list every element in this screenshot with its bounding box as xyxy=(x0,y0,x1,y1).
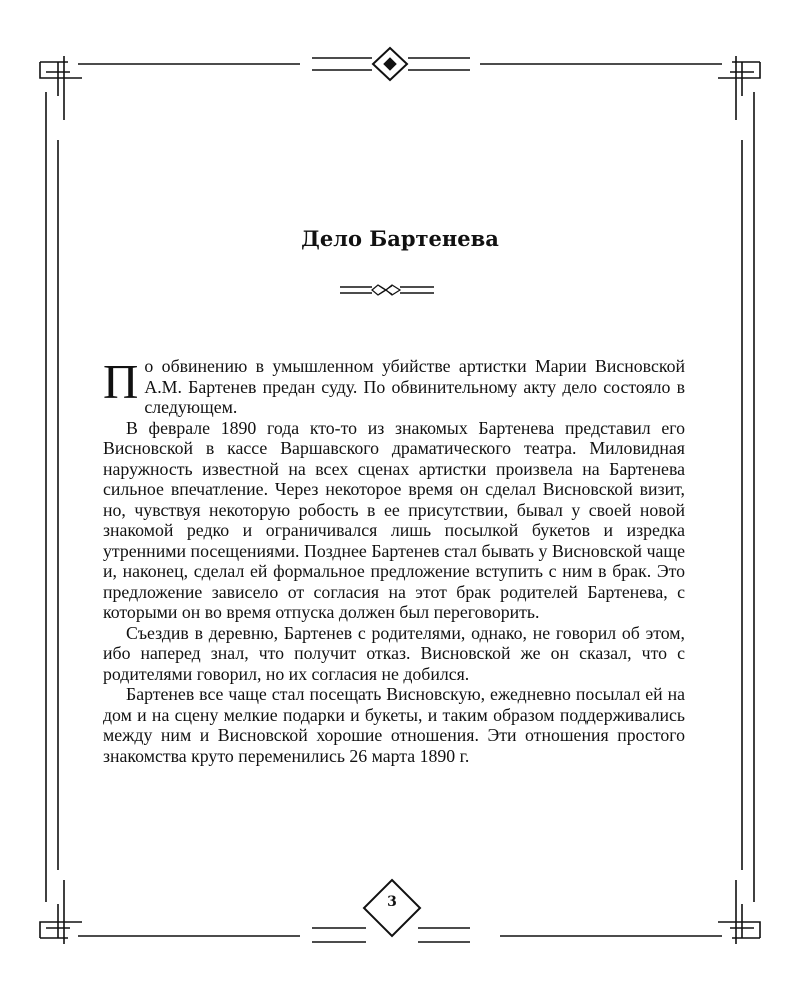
first-paragraph xyxy=(103,356,685,418)
chapter-title: Дело Бартенева xyxy=(301,226,499,251)
body-text xyxy=(103,356,685,766)
paragraph-1-text: о обвинению в умышленном убийстве артистки Марии Висновской А.М. Бартенев предан суду. По обвинительному акту дело состояло в следующем. xyxy=(144,356,685,417)
page-number: 3 xyxy=(387,894,397,910)
drop-cap: П xyxy=(103,354,139,409)
paragraph: Бартенев все чаще стал посещать Висновскую, ежедневно посылал ей на дом и на сцену мелкие подарки и букеты, и таким образом поддерживались между ним и Висновской хорошие отношения. Эти отношения простого знакомства круто переменились 26 марта 1890 г. xyxy=(103,684,685,766)
paragraph: В феврале 1890 года кто-то из знакомых Бартенева представил его Висновской в кассе Варшавского драматического театра. Миловидная наружность известной на всех сценах артистки произвела на Бартенева сильное впечатление. Через некоторое время он сделал Висновской визит, но, чувствуя некоторую робость в ее присутствии, бывал у своей новой знакомой редко и ограничивался лишь посылкой букетов и изредка утренними посещениями. Позднее Бартенев стал бывать у Висновской чаще и, наконец, сделал ей формальное предложение вступить с ним в брак. Это предложение зависело от согласия на этот брак родителей Бартенева, с которыми он во время отпуска должен был переговорить. xyxy=(103,417,685,622)
paragraph: Съездив в деревню, Бартенев с родителями, однако, не говорил об этом, ибо наперед знал, что получит отказ. Висновской же он сказал, что с родителями говорил, но их согласия не добился. xyxy=(103,622,685,684)
